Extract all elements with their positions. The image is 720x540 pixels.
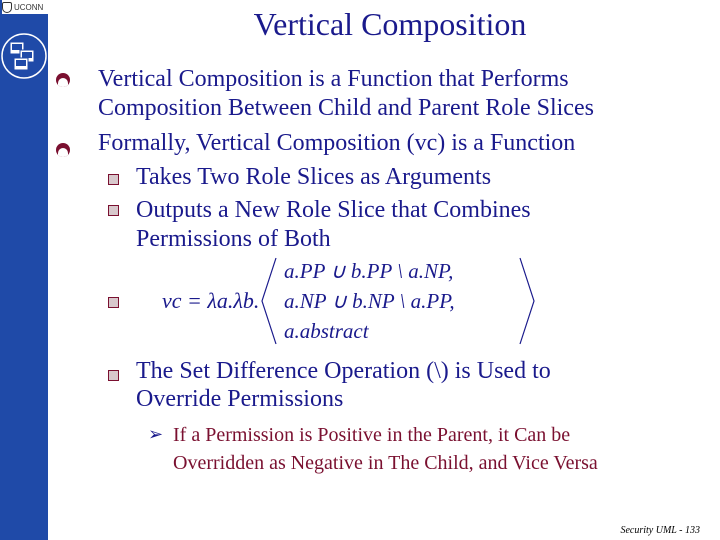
square-bullet-icon	[108, 297, 119, 308]
square-bullet-icon	[108, 205, 119, 216]
seal-icon	[2, 2, 12, 13]
sub-bullet-2-line-2: Permissions of Both	[136, 226, 331, 252]
formula-row-3: a.abstract	[284, 319, 369, 343]
square-bullet-icon	[108, 370, 119, 381]
set-difference-line-2: Override Permissions	[136, 386, 344, 412]
university-logo	[2, 0, 48, 14]
bullet-2-line-1: Formally, Vertical Composition (vc) is a Function	[98, 130, 576, 156]
left-angle-bracket	[262, 258, 276, 344]
sub-bullet-1: Takes Two Role Slices as Arguments	[136, 164, 492, 190]
bullet-1-line-1: Vertical Composition is a Function that Performs	[98, 66, 569, 92]
formula-row-1: a.PP ∪ b.PP \ a.NP,	[284, 259, 454, 283]
set-difference-line-1: The Set Difference Operation (\) is Used to	[136, 358, 551, 384]
logo-text: UCONN	[14, 2, 44, 12]
arrow-item-line-1: If a Permission is Positive in the Parent, it Can be	[173, 424, 571, 446]
arrow-item-line-2: Overridden as Negative in The Child, and Vice Versa	[173, 452, 598, 474]
network-emblem-icon	[0, 16, 48, 100]
square-bullet-icon	[108, 174, 119, 185]
round-bullet-icon	[56, 73, 70, 87]
formula-lhs: vc = λa.λb.	[162, 288, 260, 313]
right-angle-bracket	[520, 258, 534, 344]
bullet-1-line-2: Composition Between Child and Parent Role Slices	[98, 95, 594, 121]
sub-bullet-2-line-1: Outputs a New Role Slice that Combines	[136, 197, 531, 223]
formula-row-2: a.NP ∪ b.NP \ a.PP,	[284, 289, 455, 313]
arrow-bullet-icon: ➢	[148, 424, 164, 444]
round-bullet-icon	[56, 143, 70, 157]
slide-title: Vertical Composition	[253, 6, 527, 42]
slide-footer: Security UML - 133	[620, 525, 700, 536]
vc-formula	[158, 256, 538, 346]
